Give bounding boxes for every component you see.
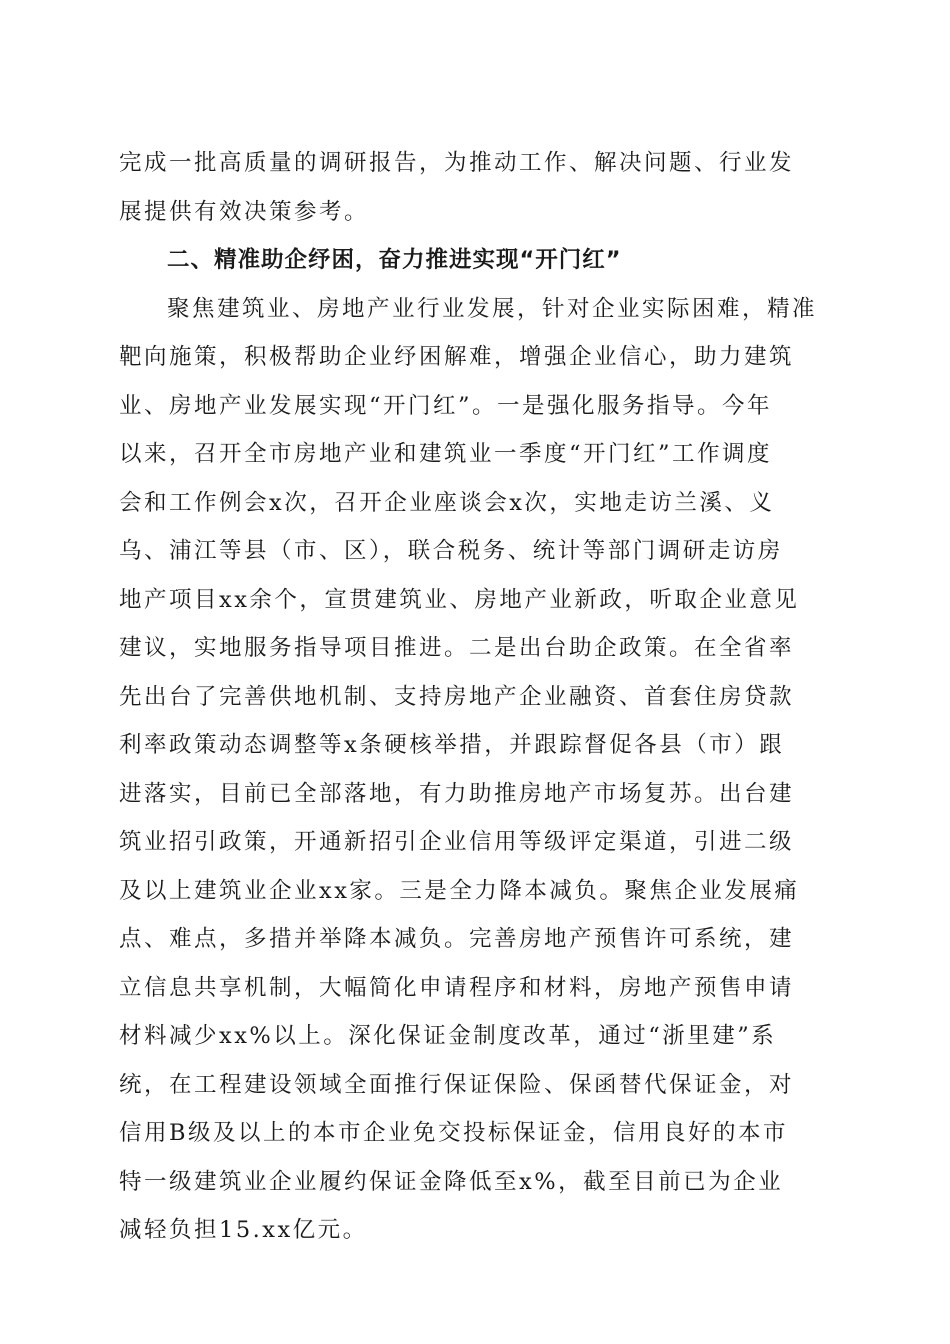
paragraph-line: 材料减少xx%以上。深化保证金制度改革，通过“浙里建”系 (119, 1023, 777, 1049)
paragraph-line: 地产项目xx余个，宣贯建筑业、房地产业新政，听取企业意见 (119, 586, 800, 613)
paragraph-line: 先出台了完善供地机制、支持房地产企业融资、首套住房贷款 (119, 683, 795, 710)
paragraph-line: 特一级建筑业企业履约保证金降低至x%，截至目前已为企业 (119, 1168, 784, 1195)
section-heading: 二、精准助企纾困，奋力推进实现“开门红” (167, 247, 622, 273)
paragraph-line: 统，在工程建设领域全面推行保证保险、保函替代保证金，对 (119, 1071, 795, 1098)
paragraph-line: 建议，实地服务指导项目推进。二是出台助企政策。在全省率 (119, 635, 795, 661)
paragraph-line: 乌、浦江等县（市、区），联合税务、统计等部门调研走访房 (119, 538, 783, 564)
paragraph-line: 及以上建筑业企业xx家。三是全力降本减负。聚焦企业发展痛 (119, 877, 800, 904)
paragraph-line: 靶向施策，积极帮助企业纾困解难，增强企业信心，助力建筑 (119, 344, 795, 370)
paragraph-line: 立信息共享机制，大幅简化申请程序和材料，房地产预售申请 (119, 974, 795, 1001)
paragraph-line: 聚焦建筑业、房地产业行业发展，针对企业实际困难，精准 (167, 295, 818, 322)
paragraph-line: 信用B级及以上的本市企业免交投标保证金，信用良好的本市 (119, 1120, 789, 1146)
paragraph-line: 点、难点，多措并举降本减负。完善房地产预售许可系统，建 (119, 926, 795, 952)
paragraph-line: 筑业招引政策，开通新招引企业信用等级评定渠道，引进二级 (119, 829, 795, 855)
paragraph-line: 会和工作例会x次，召开企业座谈会x次，实地走访兰溪、义 (119, 489, 775, 516)
paragraph-line: 减轻负担15.xx亿元。 (119, 1217, 368, 1243)
paragraph-line: 进落实，目前已全部落地，有力助推房地产市场复苏。出台建 (119, 780, 795, 807)
paragraph-line: 利率政策动态调整等x条硬核举措，并跟踪督促各县（市）跟 (119, 732, 785, 758)
text-line: 展提供有效决策参考。 (119, 198, 370, 225)
paragraph-line: 业、房地产业发展实现“开门红”。一是强化服务指导。今年 (119, 392, 773, 419)
paragraph-line: 以来，召开全市房地产业和建筑业一季度“开门红”工作调度 (119, 441, 773, 467)
text-line: 完成一批高质量的调研报告，为推动工作、解决问题、行业发 (119, 150, 795, 176)
document-body (119, 139, 831, 1255)
